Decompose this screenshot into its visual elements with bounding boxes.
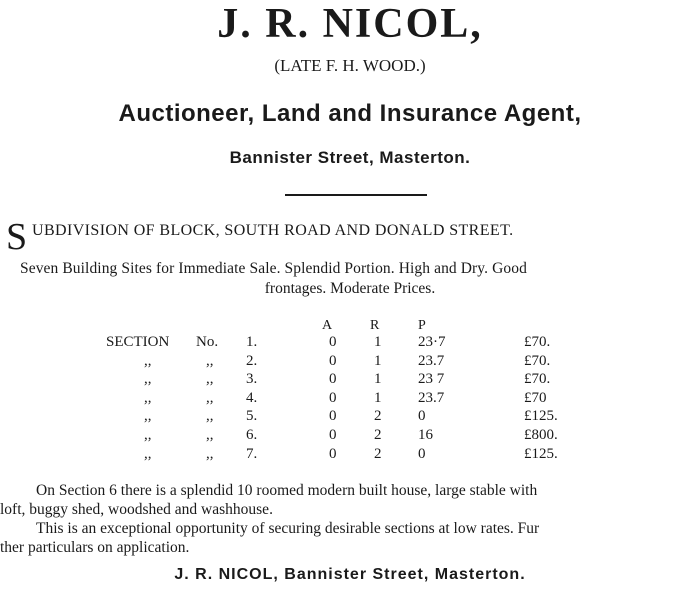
acres-value: 0 [329,352,337,369]
roods-value: 1 [374,334,382,350]
divider-rule [285,194,427,196]
column-header-perches: P [418,318,426,333]
price-value: £800. [524,427,558,443]
ditto-mark: ,, [206,389,214,406]
perches-value: 16 [418,427,433,443]
acres-value: 0 [329,427,337,443]
column-header-acres: A [322,318,333,333]
intro-line-2: frontages. Moderate Prices. [264,280,436,297]
perches-value: 0 [418,445,426,462]
price-value: £70. [524,371,551,388]
subdivision-title: UBDIVISION OF BLOCK, SOUTH ROAD AND DONALD STREET. [32,222,514,239]
intro-line-1: Seven Building Sites for Immediate Sale. Splendid Portion. High and Dry. Good [20,260,527,277]
acres-value: 0 [329,408,337,425]
roods-value: 2 [374,445,382,462]
ditto-mark: ,, [144,427,152,443]
acres-value: 0 [329,389,337,406]
ditto-mark: ,, [206,427,214,443]
advertiser-name: J. R. NICOL, [217,1,483,47]
section-row [0,334,700,354]
roods-value: 1 [374,371,382,388]
ditto-mark: ,, [206,352,214,369]
roods-value: 2 [374,427,382,443]
column-header-roods: R [370,318,380,333]
price-value: £125. [524,445,558,462]
acres-value: 0 [329,371,337,388]
business-address: Bannister Street, Masterton. [229,148,471,167]
price-value: £125. [524,408,558,425]
profession-heading: Auctioneer, Land and Insurance Agent, [118,100,582,127]
perches-value: 0 [418,408,426,425]
acres-value: 0 [329,445,337,462]
section-row [0,408,700,428]
price-value: £70 [524,389,547,406]
section-row [0,427,700,447]
roods-value: 2 [374,408,382,425]
ditto-mark: ,, [144,371,152,388]
section-number: 2. [246,352,258,369]
section-number: 1. [246,334,258,350]
number-label: No. [196,334,219,350]
section-number: 5. [246,408,258,425]
price-value: £70. [524,334,551,350]
roods-value: 1 [374,352,382,369]
former-firm-note: (LATE F. H. WOOD.) [274,56,426,75]
perches-value: 23.7 [418,352,445,369]
ditto-mark: ,, [206,371,214,388]
section-row [0,390,700,410]
offer-line-1: This is an exceptional opportunity of securing desirable sections at low rates. Fur [36,520,540,537]
section-number: 7. [246,445,258,462]
perches-value: 23·7 [418,334,446,350]
section-row [0,446,700,466]
section-number: 6. [246,427,258,443]
house-note-line-2: loft, buggy shed, woodshed and washhouse. [0,501,273,518]
section-label: SECTION [106,334,170,350]
section-number: 3. [246,371,258,388]
ditto-mark: ,, [144,408,152,425]
perches-value: 23.7 [418,389,445,406]
offer-line-2: ther particulars on application. [0,539,190,556]
perches-value: 23 7 [418,371,445,388]
ditto-mark: ,, [144,389,152,406]
ditto-mark: ,, [206,445,214,462]
section-row [0,371,700,391]
ditto-mark: ,, [144,352,152,369]
footer-signature: J. R. NICOL, Bannister Street, Masterton. [174,566,526,583]
ditto-mark: ,, [206,408,214,425]
price-value: £70. [524,352,551,369]
ditto-mark: ,, [144,445,152,462]
section-row [0,353,700,373]
house-note-line-1: On Section 6 there is a splendid 10 roomed modern built house, large stable with [36,482,538,499]
acres-value: 0 [329,334,337,350]
roods-value: 1 [374,389,382,406]
title-initial: S [6,216,28,258]
section-number: 4. [246,389,258,406]
